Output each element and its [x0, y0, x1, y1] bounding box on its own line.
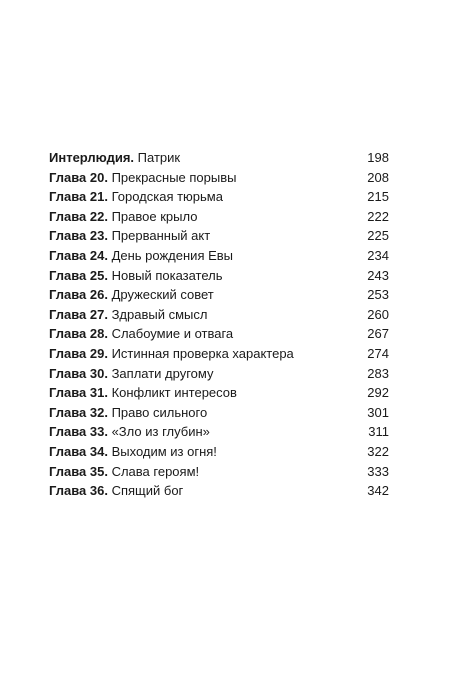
chapter-title: «Зло из глубин» — [111, 424, 210, 440]
toc-entry — [49, 305, 389, 325]
chapter-number: Глава 35. — [49, 463, 108, 479]
toc-entry-label — [49, 187, 223, 207]
toc-entry-label — [49, 207, 197, 227]
chapter-number: Глава 31. — [49, 385, 108, 401]
toc-entry-label — [49, 168, 237, 188]
chapter-title: Слабоумие и отвага — [111, 326, 234, 342]
toc-entry-label — [49, 462, 199, 482]
chapter-title: Право сильного — [111, 404, 208, 420]
chapter-number: Глава 28. — [49, 326, 108, 342]
chapter-number: Глава 21. — [49, 189, 108, 205]
toc-entry — [49, 148, 389, 168]
toc-entry-label — [49, 266, 223, 286]
toc-entry-label — [49, 403, 207, 423]
page-number: 225 — [367, 228, 389, 244]
chapter-title: Городская тюрьма — [111, 189, 223, 205]
chapter-number: Глава 33. — [49, 424, 108, 440]
page-number: 342 — [367, 483, 389, 499]
toc-entry — [49, 403, 389, 423]
page-number: 208 — [367, 169, 389, 185]
toc-entry-label — [49, 226, 210, 246]
page-number: 222 — [367, 208, 389, 224]
toc-entry — [49, 266, 389, 286]
page-number: 274 — [367, 345, 389, 361]
chapter-number: Глава 27. — [49, 306, 108, 322]
chapter-number: Глава 23. — [49, 228, 108, 244]
toc-entry-label — [49, 481, 183, 501]
toc-entry-label — [49, 305, 207, 325]
chapter-title: Новый показатель — [111, 267, 223, 283]
chapter-number: Глава 20. — [49, 169, 108, 185]
chapter-title: Дружеский совет — [111, 287, 214, 303]
page-number: 301 — [367, 404, 389, 420]
chapter-title: Спящий бог — [111, 483, 184, 499]
page-number: 243 — [367, 267, 389, 283]
toc-entry-label — [49, 246, 233, 266]
toc-entry-label — [49, 442, 217, 462]
table-of-contents — [49, 148, 389, 501]
chapter-number: Глава 32. — [49, 404, 108, 420]
chapter-title: Правое крыло — [111, 208, 198, 224]
chapter-number: Интерлюдия. — [49, 150, 135, 165]
toc-entry — [49, 168, 389, 188]
page-number: 234 — [367, 247, 389, 263]
toc-entry-label — [49, 344, 294, 364]
chapter-title: Слава героям! — [111, 463, 200, 479]
toc-entry — [49, 383, 389, 403]
chapter-number: Глава 30. — [49, 365, 108, 381]
toc-entry — [49, 324, 389, 344]
chapter-number: Глава 25. — [49, 267, 108, 283]
page-number: 292 — [367, 385, 389, 401]
chapter-title: Выходим из огня! — [111, 443, 217, 459]
toc-entry — [49, 462, 389, 482]
toc-entry — [49, 187, 389, 207]
chapter-title: Заплати другому — [111, 365, 214, 381]
toc-entry — [49, 207, 389, 227]
toc-entry-label — [49, 364, 214, 384]
toc-entry — [49, 364, 389, 384]
toc-entry-label — [49, 383, 237, 403]
chapter-number: Глава 29. — [49, 345, 108, 361]
toc-entry — [49, 226, 389, 246]
chapter-number: Глава 26. — [49, 287, 108, 303]
toc-entry-label — [49, 422, 210, 442]
chapter-title: Прекрасные порывы — [111, 169, 237, 185]
toc-entry — [49, 246, 389, 266]
page-number: 215 — [367, 189, 389, 205]
page-number: 283 — [367, 365, 389, 381]
toc-entry — [49, 442, 389, 462]
page-number: 198 — [367, 150, 389, 165]
chapter-title: Истинная проверка характера — [111, 345, 294, 361]
chapter-title: Патрик — [137, 150, 181, 165]
toc-entry-label — [49, 324, 233, 344]
chapter-title: Здравый смысл — [111, 306, 208, 322]
toc-entry-label — [49, 148, 180, 168]
page-number: 267 — [367, 326, 389, 342]
page-number: 333 — [367, 463, 389, 479]
chapter-number: Глава 34. — [49, 443, 108, 459]
chapter-number: Глава 22. — [49, 208, 108, 224]
toc-entry — [49, 285, 389, 305]
toc-entry-label — [49, 285, 214, 305]
page-number: 311 — [368, 424, 389, 440]
chapter-title: Прерванный акт — [111, 228, 211, 244]
page-number: 322 — [367, 443, 389, 459]
chapter-number: Глава 24. — [49, 247, 108, 263]
toc-entry — [49, 481, 389, 501]
chapter-number: Глава 36. — [49, 483, 108, 499]
page-number: 260 — [367, 306, 389, 322]
chapter-title: День рождения Евы — [111, 247, 234, 263]
chapter-title: Конфликт интересов — [111, 385, 237, 401]
toc-entry — [49, 344, 389, 364]
toc-entry — [49, 422, 389, 442]
page-number: 253 — [367, 287, 389, 303]
